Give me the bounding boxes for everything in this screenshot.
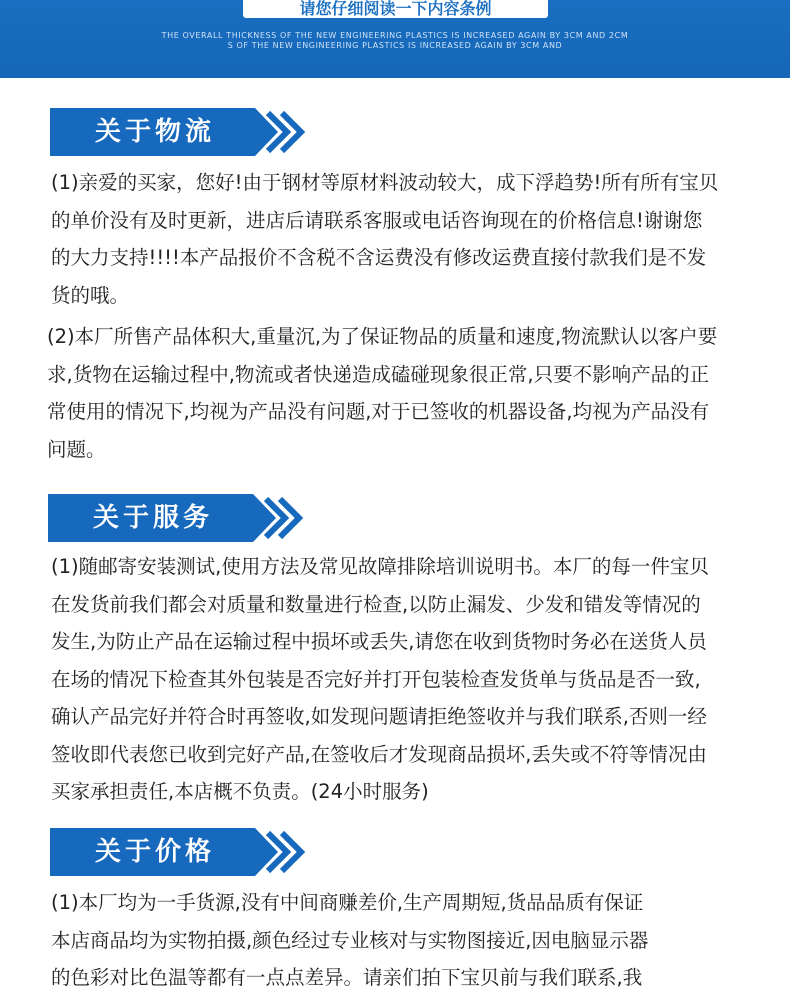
section-service-title: 关于服务 [93, 503, 214, 533]
service-paragraph-1: (1)随邮寄安装测试,使用方法及常见故障排除培训说明书。本厂的每一件宝贝 在发货前我们都会对质量和数量进行检查,以防止漏发、少发和错发等情况的 发生,为防止产品在运输过程中损坏或丢失,请您在收到货物时务必在送货人员 在场的情况下检查其外包装是否完好并打开包装检查发货单与货品是否一致, 确认产品完好并符合时再签收,如发现问题请拒绝签收并与我们联系,否则一经 签收即代表您已收到完好产品,在签收后才发现商品损坏,丢失或不符等情况由 买家承担责任,本店概不负责。(24小时服务) [51, 555, 709, 803]
price-paragraph-1: (1)本厂均为一手货源,没有中间商赚差价,生产周期短,货品品质有保证 本店商品均为实物拍摄,颜色经过专业核对与实物图接近,因电脑显示器 的色彩对比色温等都有一点点差异。请亲们拍下宝贝前与我们联系,我 [51, 891, 649, 989]
header-title-pill [243, 0, 548, 18]
header-subtitle-line-2: S OF THE NEW ENGINEERING PLASTICS IS INCREASED AGAIN BY 3CM AND [227, 41, 563, 50]
section-logistics-title: 关于物流 [95, 117, 216, 147]
section-service-banner [48, 494, 308, 542]
section-price-title: 关于价格 [95, 837, 216, 867]
section-price-banner [50, 828, 310, 876]
logistics-paragraph-2: (2)本厂所售产品体积大,重量沉,为了保证物品的质量和速度,物流默认以客户要 求,货物在运输过程中,物流或者快递造成磕碰现象很正常,只要不影响产品的正 常使用的情况下,均视为产品没有问题,对于已签收的机器设备,均视为产品没有 问题。 [47, 325, 718, 461]
header-banner [0, 0, 790, 78]
section-logistics-banner [50, 108, 310, 156]
logistics-paragraph-1: (1)亲爱的买家，您好!由于钢材等原材料波动较大，成下浮趋势!所有所有宝贝 的单价没有及时更新，进店后请联系客服或电话咨询现在的价格信息!谢谢您 的大力支持!!!!本产品报价不含税不含运费没有修改运费直接付款我们是不发 货的哦。 [51, 171, 719, 307]
header-title: 请您仔细阅读一下内容条例 [299, 0, 492, 18]
header-subtitle-line-1: THE OVERALL THICKNESS OF THE NEW ENGINEERING PLASTICS IS INCREASED AGAIN BY 3CM AND 2CM [161, 31, 629, 40]
